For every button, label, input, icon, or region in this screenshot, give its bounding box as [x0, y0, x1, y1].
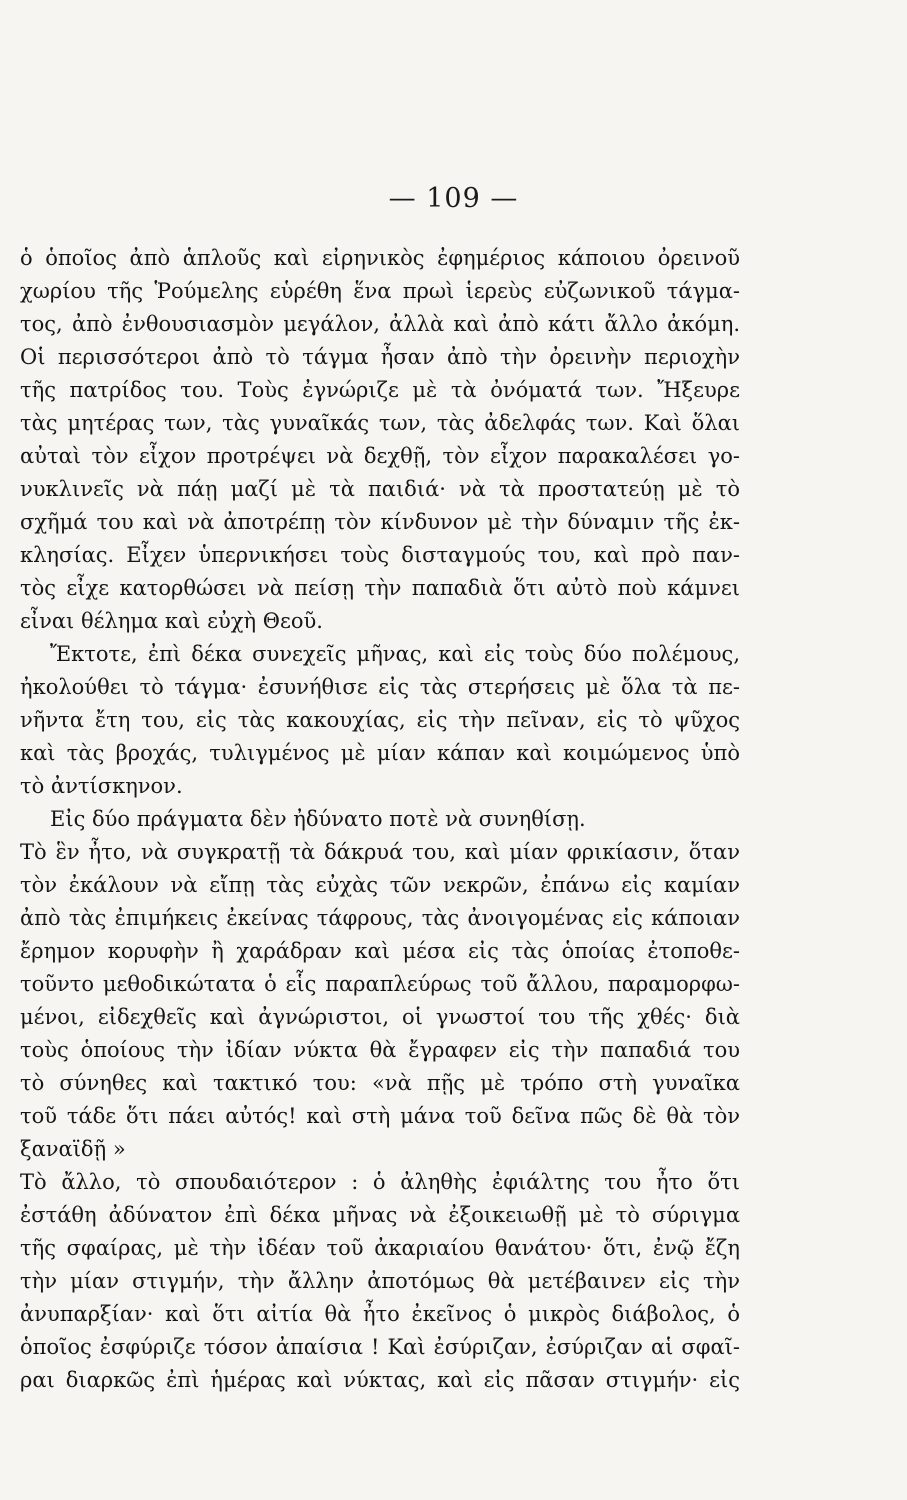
text-line: αὐταὶ τὸν εἶχον προτρέψει νὰ δεχθῇ, τὸν εἶχον παρακαλέσει γο-: [20, 444, 740, 468]
text-line: ὁποῖος ἐσφύριζε τόσον ἀπαίσια ! Καὶ ἐσύριζαν, ἐσύριζαν αἱ σφαῖ-: [20, 1335, 740, 1359]
text-line: τὸς εἶχε κατορθώσει νὰ πείσῃ τὴν παπαδιὰ ὅτι αὐτὸ ποὺ κάμνει: [20, 576, 740, 600]
text-line: Εἰς δύο πράγματα δὲν ἠδύνατο ποτὲ νὰ συνηθίσῃ.: [50, 807, 586, 831]
text-line: Ἔκτοτε, ἐπὶ δέκα συνεχεῖς μῆνας, καὶ εἰς τοὺς δύο πολέμους,: [50, 642, 740, 666]
text-line: μένοι, εἰδεχθεῖς καὶ ἀγνώριστοι, οἱ γνωστοί του τῆς χθές· διὰ: [20, 1005, 740, 1029]
text-line: καὶ τὰς βροχάς, τυλιγμένος μὲ μίαν κάπαν καὶ κοιμώμενος ὑπὸ: [20, 741, 740, 765]
text-line: τος, ἀπὸ ἐνθουσιασμὸν μεγάλον, ἀλλὰ καὶ ἀπὸ κάτι ἄλλο ἀκόμη.: [20, 312, 740, 336]
text-line: Τὸ ἄλλο, τὸ σπουδαιότερον : ὁ ἀληθὴς ἐφιάλτης του ἦτο ὅτι: [20, 1170, 740, 1194]
text-line: νῆντα ἔτη του, εἰς τὰς κακουχίας, εἰς τὴν πεῖναν, εἰς τὸ ψῦχος: [20, 708, 740, 732]
text-line: τὰς μητέρας των, τὰς γυναῖκάς των, τὰς ἀδελφάς των. Καὶ ὅλαι: [20, 411, 740, 435]
text-line: νυκλινεῖς νὰ πάῃ μαζί μὲ τὰ παιδιά· νὰ τὰ προστατεύῃ μὲ τὸ: [20, 477, 740, 501]
page-number: — 109 —: [388, 183, 519, 214]
text-line: ὁ ὁποῖος ἀπὸ ἁπλοῦς καὶ εἰρηνικὸς ἐφημέριος κάποιου ὀρεινοῦ: [20, 246, 740, 270]
text-line: ξαναϊδῇ »: [20, 1137, 126, 1161]
text-line: Τὸ ἓν ἦτο, νὰ συγκρατῇ τὰ δάκρυά του, καὶ μίαν φρικίασιν, ὅταν: [20, 840, 740, 864]
text-line: τοὺς ὁποίους τὴν ἰδίαν νύκτα θὰ ἔγραφεν εἰς τὴν παπαδιά του: [20, 1038, 740, 1062]
text-line: τῆς σφαίρας, μὲ τὴν ἰδέαν τοῦ ἀκαριαίου θανάτου· ὅτι, ἐνῷ ἔζη: [20, 1236, 740, 1260]
text-line: ἠκολούθει τὸ τάγμα· ἐσυνήθισε εἰς τὰς στερήσεις μὲ ὅλα τὰ πε-: [20, 675, 740, 699]
text-line: χωρίου τῆς Ῥούμελης εὑρέθη ἕνα πρωὶ ἱερεὺς εὐζωνικοῦ τάγμα-: [20, 279, 740, 303]
text-line: ἀνυπαρξίαν· καὶ ὅτι αἰτία θὰ ἦτο ἐκεῖνος ὁ μικρὸς διάβολος, ὁ: [20, 1302, 740, 1326]
text-line: κλησίας. Εἶχεν ὑπερνικήσει τοὺς δισταγμούς του, καὶ πρὸ παν-: [20, 543, 740, 567]
text-line: ἀπὸ τὰς ἐπιμήκεις ἐκείνας τάφρους, τὰς ἀνοιγομένας εἰς κάποιαν: [20, 906, 740, 930]
text-line: τὸ ἀντίσκηνον.: [20, 774, 183, 798]
text-line: τὴν μίαν στιγμήν, τὴν ἄλλην ἀποτόμως θὰ μετέβαινεν εἰς τὴν: [20, 1269, 740, 1293]
text-line: τὸν ἐκάλουν νὰ εἴπῃ τὰς εὐχὰς τῶν νεκρῶν, ἐπάνω εἰς καμίαν: [20, 873, 740, 897]
text-line: ἔρημον κορυφὴν ἢ χαράδραν καὶ μέσα εἰς τὰς ὁποίας ἐτοποθε-: [20, 939, 740, 963]
text-line: εἶναι θέλημα καὶ εὐχὴ Θεοῦ.: [20, 609, 323, 633]
text-line: τῆς πατρίδος του. Τοὺς ἐγνώριζε μὲ τὰ ὀνόματά των. Ἤξευρε: [20, 378, 740, 402]
text-line: σχῆμά του καὶ νὰ ἀποτρέπῃ τὸν κίνδυνον μὲ τὴν δύναμιν τῆς ἐκ-: [20, 510, 740, 534]
text-line: τὸ σύνηθες καὶ τακτικό του: «νὰ πῇς μὲ τρόπο στὴ γυναῖκα: [20, 1071, 740, 1095]
text-line: τοῦ τάδε ὅτι πάει αὐτός! καὶ στὴ μάνα τοῦ δεῖνα πῶς δὲ θὰ τὸν: [20, 1104, 740, 1128]
text-line: Οἱ περισσότεροι ἀπὸ τὸ τάγμα ἦσαν ἀπὸ τὴν ὀρεινὴν περιοχὴν: [20, 345, 740, 369]
text-line: τοῦντο μεθοδικώτατα ὁ εἷς παραπλεύρως τοῦ ἄλλου, παραμορφω-: [20, 972, 740, 996]
text-line: ραι διαρκῶς ἐπὶ ἡμέρας καὶ νύκτας, καὶ εἰς πᾶσαν στιγμήν· εἰς: [20, 1368, 740, 1392]
text-line: ἐστάθη ἀδύνατον ἐπὶ δέκα μῆνας νὰ ἐξοικειωθῇ μὲ τὸ σύριγμα: [20, 1203, 740, 1227]
